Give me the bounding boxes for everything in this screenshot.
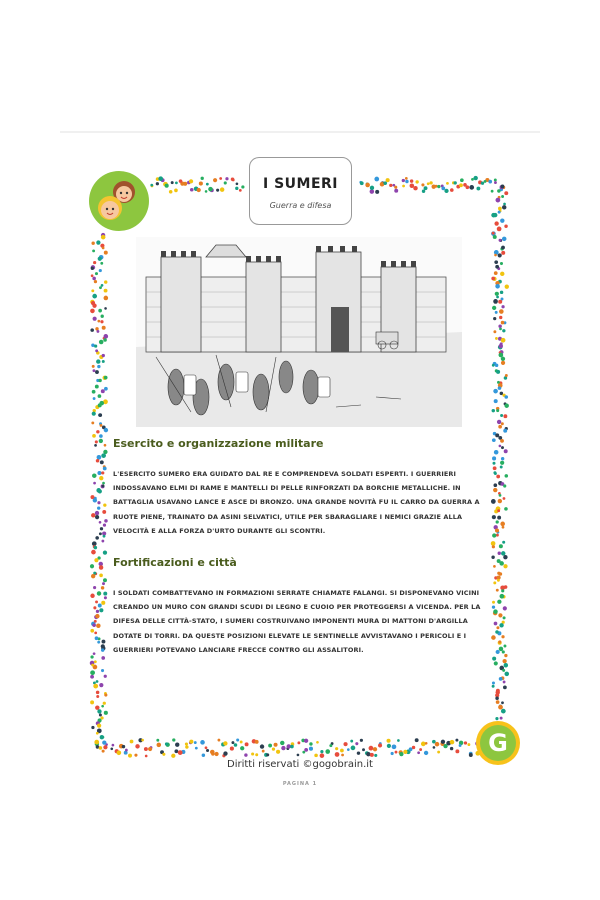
copyright-notice: Diritti riservati ©gogobrain.it bbox=[227, 759, 373, 770]
section-paragraph: L'ESERCITO SUMERO ERA GUIDATO DAL RE E COMPRENDEVA SOLDATI ESPERTI. I GUERRIERI INDOSSAVANO ELMI DI RAME E MANTELLI DI PELLE RINFORZATI DA BORCHIE METALLICHE. IN BATTAGLIA USAVANO LANCE E ASCE DI BRONZO. UNA GRANDE NOVITÀ FU IL CARRO DA GUERRA A RUOTE PIENE, TRAINATO DA ASINI SELVATICI, UTILE PER SBARAGLIARE I NEMICI GRAZIE ALLA VELOCITÀ E ALLA FORZA D'URTO DURANTE GLI SCONTRI. bbox=[113, 470, 480, 535]
fortress-battle-illustration bbox=[136, 237, 462, 427]
children-mascot-icon bbox=[88, 170, 150, 232]
title-box bbox=[249, 157, 352, 225]
section-paragraph: I SOLDATI COMBATTEVANO IN FORMAZIONI SERRATE CHIAMATE FALANGI. SI DISPONEVANO VICINI CREANDO UN MURO CON GRANDI SCUDI DI LEGNO E CUOIO PER PROTEGGERSI A VICENDA. PER LA DIFESA DELLE CITTÀ-STATO, I SUMERI COSTRUIVANO IMPONENTI MURA DI MATTONI D'ARGILLA DOTATE DI TORRI. DA QUESTE POSIZIONI ELEVATE LE SENTINELLE AVVISTAVANO I PERICOLI E I GUERRIERI POTEVANO LANCIARE FRECCE CONTRO GLI ASSALITORI. bbox=[113, 589, 481, 654]
section-heading: Fortificazioni e città bbox=[113, 556, 237, 569]
page-number: PAGINA 1 bbox=[282, 781, 318, 787]
page-title: I SUMERI bbox=[262, 176, 339, 192]
page-subtitle: Guerra e difesa bbox=[269, 201, 332, 210]
svg-text:G: G bbox=[488, 729, 508, 757]
section-heading: Esercito e organizzazione militare bbox=[113, 437, 324, 450]
